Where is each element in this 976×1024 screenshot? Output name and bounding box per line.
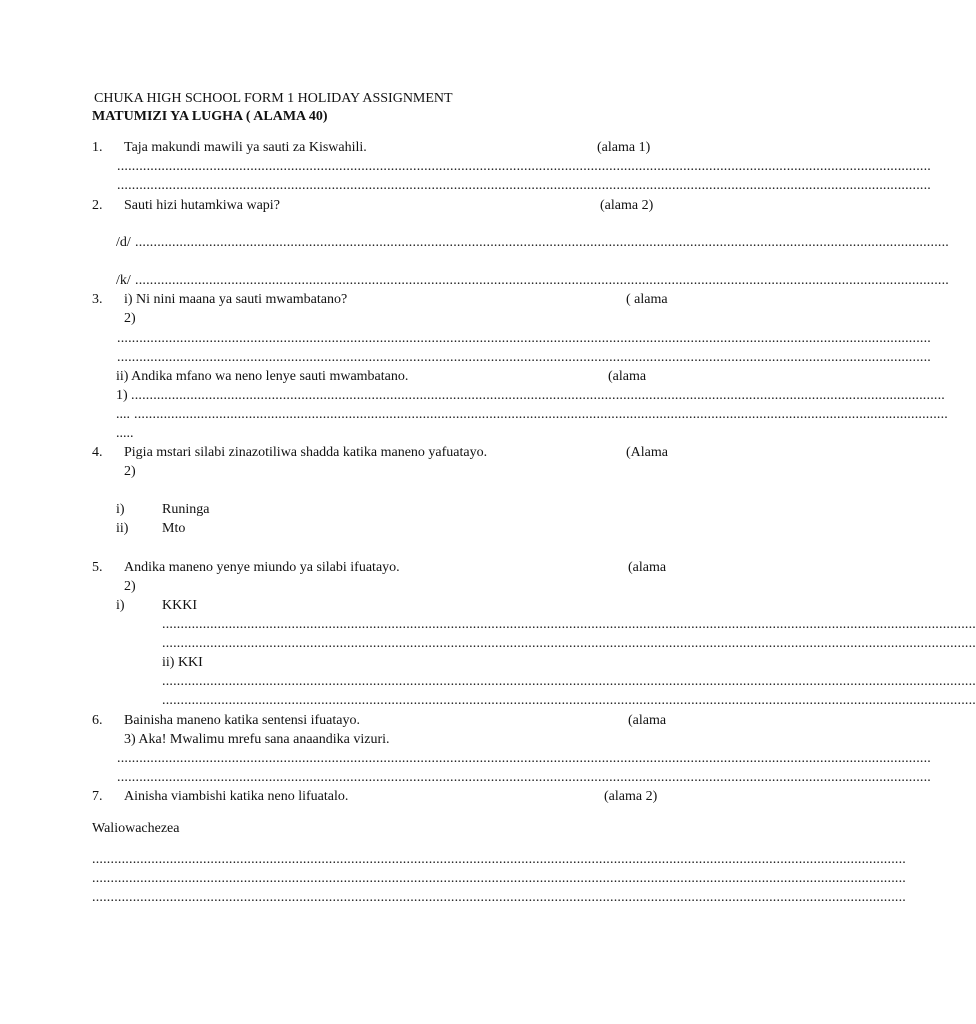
answer-line: ............................................................................................................................................................................................................................ xyxy=(117,350,931,365)
q4-text: Pigia mstari silabi zinazotiliwa shadda katika maneno yafuatayo. xyxy=(124,445,488,460)
q3-part1: i) Ni nini maana ya sauti mwambatano? xyxy=(124,292,348,307)
q6-text: Bainisha maneno katika sentensi ifuatayo. xyxy=(124,713,360,728)
answer-line: ............................................................................................................................................................................................................................ xyxy=(117,159,931,174)
q5-marks: (alama xyxy=(628,560,667,575)
q3-part2: ii) Andika mfano wa neno lenye sauti mwambatano. xyxy=(116,369,409,384)
q3-fragment-1: .... xyxy=(116,407,130,422)
answer-line: ............................................................................................................................................................................................................................ xyxy=(117,178,931,193)
q3-marks2-cont: 1) xyxy=(116,388,128,403)
q5-number: 5. xyxy=(92,560,103,575)
q2-sound-k: /k/ xyxy=(116,273,131,288)
q2-number: 2. xyxy=(92,198,103,213)
answer-line: ............................................................................................................................................................................................................................ xyxy=(117,331,931,346)
answer-line: ............................................................................................................................................................................................................................ xyxy=(117,751,931,766)
q3-fragment-2: ..... xyxy=(116,426,134,441)
q1-number: 1. xyxy=(92,140,103,155)
q7-number: 7. xyxy=(92,789,103,804)
answer-line: ............................................................................................................................................................................................................................ xyxy=(135,235,949,250)
answer-line: ............................................................................................................................................................................................................................ xyxy=(134,407,948,422)
answer-line: ............................................................................................................................................................................................................................ xyxy=(135,273,949,288)
q4-marks: (Alama xyxy=(626,445,668,460)
q3-marks1: ( alama xyxy=(626,292,668,307)
q5-item1-num: i) xyxy=(116,598,125,613)
answer-line: ............................................................................................................................................................................................................................ xyxy=(92,890,906,905)
answer-line: ............................................................................................................................................................................................................................ xyxy=(131,388,945,403)
q1-text: Taja makundi mawili ya sauti za Kiswahili. xyxy=(124,140,367,155)
q2-text: Sauti hizi hutamkiwa wapi? xyxy=(124,198,280,213)
answer-line: ............................................................................................................................................................................................................................ xyxy=(162,693,976,708)
q5-text: Andika maneno yenye miundo ya silabi ifuatayo. xyxy=(124,560,400,575)
answer-line: ............................................................................................................................................................................................................................ xyxy=(162,674,976,689)
q3-marks1-cont: 2) xyxy=(124,311,136,326)
q4-item-word: Mto xyxy=(162,521,186,536)
answer-line: ............................................................................................................................................................................................................................ xyxy=(162,617,976,632)
q2-sound-d: /d/ xyxy=(116,235,131,250)
q5-item1: KKKI xyxy=(162,598,197,613)
q5-marks-cont: 2) xyxy=(124,579,136,594)
answer-line: ............................................................................................................................................................................................................................ xyxy=(92,871,906,886)
q7-word: Waliowachezea xyxy=(92,821,180,836)
q7-text: Ainisha viambishi katika neno lifuatalo. xyxy=(124,789,349,804)
header-school: CHUKA HIGH SCHOOL FORM 1 HOLIDAY ASSIGNMENT xyxy=(94,91,453,106)
q4-number: 4. xyxy=(92,445,103,460)
q3-number: 3. xyxy=(92,292,103,307)
q1-marks: (alama 1) xyxy=(597,140,651,155)
q3-marks2: (alama xyxy=(608,369,647,384)
answer-line: ............................................................................................................................................................................................................................ xyxy=(92,852,906,867)
answer-line: ............................................................................................................................................................................................................................ xyxy=(117,770,931,785)
answer-line: ............................................................................................................................................................................................................................ xyxy=(162,636,976,651)
q6-marks: (alama xyxy=(628,713,667,728)
q4-item-word: Runinga xyxy=(162,502,210,517)
q6-sentence: 3) Aka! Mwalimu mrefu sana anaandika vizuri. xyxy=(124,732,390,747)
q4-marks-cont: 2) xyxy=(124,464,136,479)
q5-item2: ii) KKI xyxy=(162,655,203,670)
q4-item-num: ii) xyxy=(116,521,129,536)
header-subject: MATUMIZI YA LUGHA ( ALAMA 40) xyxy=(92,109,328,124)
q2-marks: (alama 2) xyxy=(600,198,654,213)
q7-marks: (alama 2) xyxy=(604,789,658,804)
q4-item-num: i) xyxy=(116,502,125,517)
q6-number: 6. xyxy=(92,713,103,728)
